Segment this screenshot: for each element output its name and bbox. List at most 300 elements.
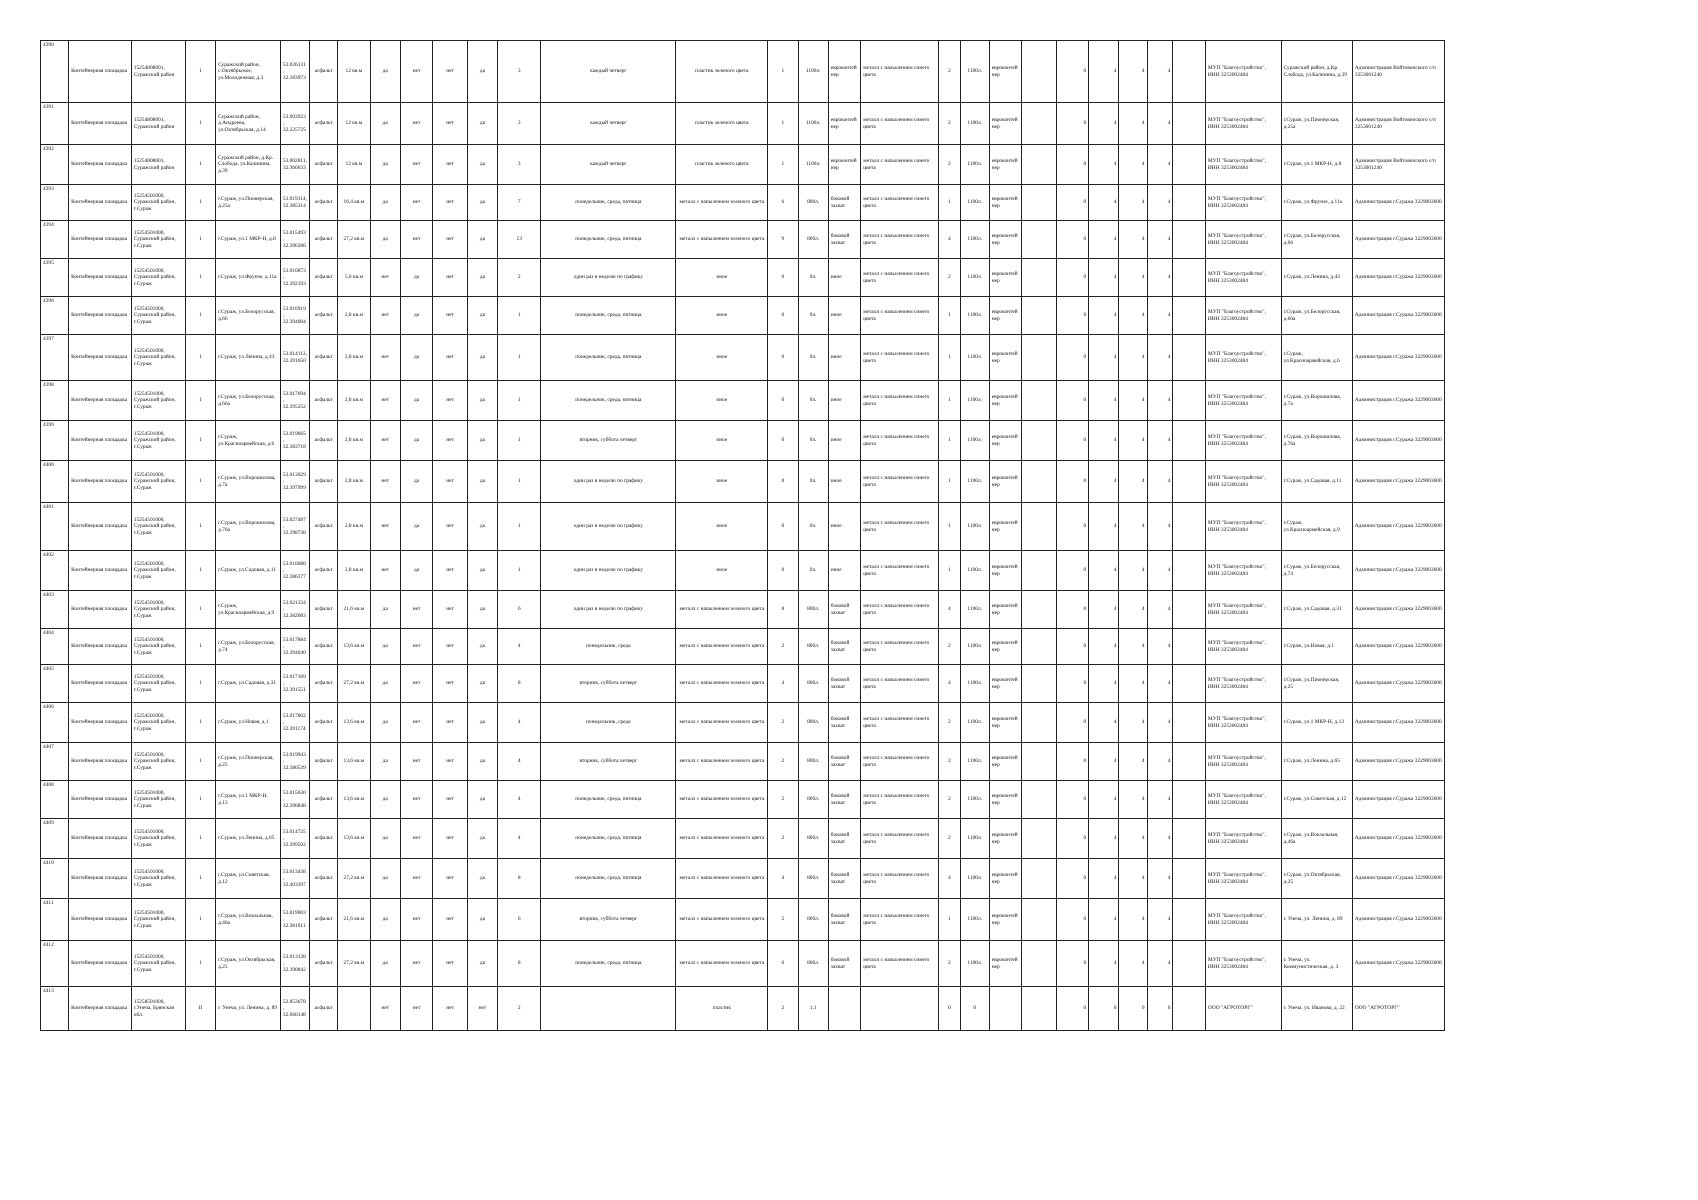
cell-site-type: Контейнерная площадка (69, 335, 132, 381)
cell-category: 1 (185, 941, 215, 987)
cell-canopy: нет (400, 145, 432, 185)
cell-address: Суражский район, д.Андреева, ул.Октябрьская, д.14 (216, 103, 281, 145)
cell-count-d: 4 (1147, 503, 1173, 551)
cell-site-type: Контейнерная площадка (69, 41, 132, 103)
cell-count-a: 0 (1056, 259, 1088, 297)
cell-operator-address: г.Сураж, ул.Садовая, д.31 (1281, 591, 1352, 629)
cell-canopy: да (400, 421, 432, 461)
cell-address: г.Сураж, ул.Вокзальная, д.46а (216, 899, 281, 941)
table-row (41, 551, 1445, 591)
cell-category: 1 (185, 743, 215, 781)
cell-operator: МУП "Благоустройство", ИНН 3253002484 (1205, 297, 1281, 335)
cell-address: г.Сураж, ул.Новая, д.1 (216, 703, 281, 743)
empty-cell (1022, 185, 1057, 221)
cell-area: 12 кв.м (338, 103, 370, 145)
empty-cell (1173, 185, 1205, 221)
cell-small-volume: 800л. (798, 703, 828, 743)
cell-fence: нет (370, 461, 400, 503)
empty-cell (1173, 503, 1205, 551)
cell-shelter: нет (433, 551, 468, 591)
cell-surface: асфальт (310, 221, 338, 259)
cell-large-type: евроконтейнер (989, 421, 1021, 461)
cell-site-type: Контейнерная площадка (69, 461, 132, 503)
table-row (41, 221, 1445, 259)
cell-owner: Администрация Войтовичского с/п 3253001240 (1352, 103, 1444, 145)
cell-site-type: Контейнерная площадка (69, 987, 132, 1031)
cell-row-number: 4392 (41, 145, 69, 185)
cell-small-count: 1 (768, 145, 798, 185)
cell-surface: асфальт (310, 421, 338, 461)
cell-canopy: нет (400, 41, 432, 103)
empty-cell (1022, 743, 1057, 781)
cell-address: г.Сураж, ул.Советская, д.12 (216, 859, 281, 899)
cell-containers-count: 6 (498, 591, 541, 629)
cell-coordinates: 53.019943, 32.386539 (280, 743, 309, 781)
cell-small-type: иное (828, 421, 860, 461)
cell-large-volume: 1100л. (960, 941, 989, 987)
cell-bunker-material: металл с напылением синего цвета (861, 703, 939, 743)
cell-fence: нет (370, 987, 400, 1031)
cell-large-volume: 1100л. (960, 629, 989, 665)
cell-oktmo: 15254501000, Суражский район, г.Сураж (131, 743, 185, 781)
cell-count-b: 4 (1089, 591, 1119, 629)
cell-category: 1 (185, 819, 215, 859)
cell-shelter: нет (433, 335, 468, 381)
cell-small-volume: 800л. (798, 629, 828, 665)
table-row (41, 259, 1445, 297)
cell-fence: да (370, 41, 400, 103)
cell-small-count: 2 (768, 819, 798, 859)
cell-count-a: 0 (1056, 941, 1088, 987)
cell-count-b: 4 (1089, 461, 1119, 503)
cell-surface: асфальт (310, 899, 338, 941)
cell-large-type: евроконтейнер (989, 381, 1021, 421)
cell-large-count: 4 (939, 665, 961, 703)
cell-oktmo: 15254501000, Суражский район, г.Сураж (131, 297, 185, 335)
cell-row-number: 4403 (41, 591, 69, 629)
cell-count-b: 4 (1089, 941, 1119, 987)
cell-shelter: нет (433, 781, 468, 819)
cell-small-type: иное (828, 335, 860, 381)
cell-bunker-material: металл с напылением синего цвета (861, 259, 939, 297)
cell-large-volume: 1100л. (960, 41, 989, 103)
cell-fence: да (370, 899, 400, 941)
cell-containers-count: 8 (498, 859, 541, 899)
table-row (41, 145, 1445, 185)
cell-large-count: 2 (939, 629, 961, 665)
cell-small-volume: 800л. (798, 941, 828, 987)
cell-container-material: металл с напылением зеленого цвета (676, 629, 768, 665)
cell-coordinates: 53.019665, 32.383718 (280, 421, 309, 461)
cell-small-volume: 1,1 (798, 987, 828, 1031)
table-row (41, 859, 1445, 899)
cell-small-volume: 800л. (798, 665, 828, 703)
cell-lighting: да (467, 103, 497, 145)
cell-shelter: нет (433, 259, 468, 297)
cell-canopy: нет (400, 665, 432, 703)
cell-container-material: иное (676, 461, 768, 503)
cell-large-count: 2 (939, 703, 961, 743)
cell-oktmo: 15254501000, Суражский район, г.Сураж (131, 629, 185, 665)
cell-schedule: вторник, суббота четверг (541, 899, 676, 941)
cell-operator: МУП "Благоустройство", ИНН 3253002484 (1205, 743, 1281, 781)
empty-cell (1173, 103, 1205, 145)
cell-owner: Администрация Войтовичского с/п 3253001240 (1352, 145, 1444, 185)
cell-fence: да (370, 781, 400, 819)
cell-owner: Администрация г.Суража 3229003600 (1352, 461, 1444, 503)
cell-oktmo: 15254501000, Суражский район, г.Сураж (131, 335, 185, 381)
cell-large-type: евроконтейнер (989, 103, 1021, 145)
table-row (41, 899, 1445, 941)
cell-oktmo: 15254808001, Суражский район (131, 103, 185, 145)
cell-container-material: пластик зеленого цвета (676, 103, 768, 145)
cell-address: г.Сураж, ул.Белорусская, д.74 (216, 629, 281, 665)
cell-fence: да (370, 859, 400, 899)
cell-shelter: нет (433, 859, 468, 899)
cell-large-type: евроконтейнер (989, 629, 1021, 665)
cell-surface: асфальт (310, 103, 338, 145)
cell-schedule: понедельник, среда, пятница (541, 185, 676, 221)
cell-container-material: иное (676, 297, 768, 335)
cell-count-d: 4 (1147, 185, 1173, 221)
cell-shelter: нет (433, 145, 468, 185)
cell-container-material: металл с напылением зеленого цвета (676, 703, 768, 743)
cell-shelter: нет (433, 103, 468, 145)
cell-address: г.Сураж, ул.Ворошилова, д.76а (216, 503, 281, 551)
table-row (41, 381, 1445, 421)
cell-lighting: да (467, 461, 497, 503)
cell-lighting: да (467, 259, 497, 297)
cell-site-type: Контейнерная площадка (69, 899, 132, 941)
cell-small-count: 0 (768, 461, 798, 503)
cell-count-d: 4 (1147, 591, 1173, 629)
cell-container-material: металл с напылением зеленого цвета (676, 591, 768, 629)
cell-row-number: 4400 (41, 461, 69, 503)
cell-row-number: 4409 (41, 819, 69, 859)
cell-count-a: 0 (1056, 103, 1088, 145)
cell-site-type: Контейнерная площадка (69, 421, 132, 461)
cell-count-c: 4 (1119, 503, 1147, 551)
cell-operator: МУП "Благоустройство", ИНН 3253002484 (1205, 335, 1281, 381)
cell-count-a: 0 (1056, 781, 1088, 819)
cell-row-number: 4407 (41, 743, 69, 781)
cell-count-c: 4 (1119, 743, 1147, 781)
cell-containers-count: 4 (498, 629, 541, 665)
cell-canopy: да (400, 297, 432, 335)
cell-area: 13,6 кв.м (338, 743, 370, 781)
table-row (41, 503, 1445, 551)
cell-container-material: металл с напылением зеленого цвета (676, 899, 768, 941)
cell-containers-count: 3 (498, 41, 541, 103)
cell-canopy: да (400, 551, 432, 591)
cell-count-d: 4 (1147, 103, 1173, 145)
cell-fence: нет (370, 551, 400, 591)
empty-cell (1022, 819, 1057, 859)
cell-small-volume: 800л. (798, 781, 828, 819)
cell-fence: да (370, 221, 400, 259)
empty-cell (1173, 41, 1205, 103)
cell-small-count: 5 (768, 899, 798, 941)
cell-coordinates: 53.017802, 32.391174 (280, 703, 309, 743)
cell-count-b: 4 (1089, 703, 1119, 743)
cell-site-type: Контейнерная площадка (69, 819, 132, 859)
cell-count-a: 0 (1056, 819, 1088, 859)
cell-bunker-material: металл с напылением синего цвета (861, 335, 939, 381)
cell-oktmo: 15254501000, Суражский район, г.Сураж (131, 381, 185, 421)
cell-fence: нет (370, 335, 400, 381)
cell-containers-count: 4 (498, 703, 541, 743)
cell-large-count: 1 (939, 551, 961, 591)
cell-large-count: 2 (939, 819, 961, 859)
cell-operator-address: Суражский район, д.Кр. Слобода, ул.Калинина, д.39 (1281, 41, 1352, 103)
cell-owner: Администрация г.Суража 3229003600 (1352, 297, 1444, 335)
cell-row-number: 4393 (41, 185, 69, 221)
cell-small-type: боковой захват (828, 629, 860, 665)
cell-owner: Администрация г.Суража 3229003600 (1352, 819, 1444, 859)
cell-large-volume: 1100л. (960, 185, 989, 221)
cell-container-material: пластик зеленого цвета (676, 145, 768, 185)
empty-cell (1022, 941, 1057, 987)
cell-address: г.Сураж, ул.Белорусская, д.66 (216, 297, 281, 335)
cell-coordinates: 53.002811, 32.366633 (280, 145, 309, 185)
cell-large-count: 1 (939, 421, 961, 461)
cell-small-count: 0 (768, 297, 798, 335)
cell-site-type: Контейнерная площадка (69, 703, 132, 743)
cell-schedule: понедельник, среда, пятница (541, 381, 676, 421)
cell-schedule: вторник, суббота четверг (541, 665, 676, 703)
cell-shelter: нет (433, 629, 468, 665)
cell-shelter: нет (433, 987, 468, 1031)
cell-row-number: 4412 (41, 941, 69, 987)
cell-count-b: 4 (1089, 421, 1119, 461)
cell-bunker-material: металл с напылением синего цвета (861, 103, 939, 145)
cell-operator-address: г.Сураж, ул.Пионерская, д.25а (1281, 103, 1352, 145)
cell-count-d: 4 (1147, 629, 1173, 665)
cell-canopy: нет (400, 703, 432, 743)
cell-site-type: Контейнерная площадка (69, 103, 132, 145)
cell-area: 2,8 кв.м (338, 381, 370, 421)
cell-operator-address: г.Сураж, ул.Ворошилова, д.76а (1281, 421, 1352, 461)
cell-lighting: да (467, 41, 497, 103)
cell-schedule: понедельник, среда, пятница (541, 335, 676, 381)
cell-large-volume: 1100л. (960, 819, 989, 859)
cell-category: II (185, 987, 215, 1031)
cell-count-c: 4 (1119, 703, 1147, 743)
cell-canopy: нет (400, 591, 432, 629)
cell-site-type: Контейнерная площадка (69, 381, 132, 421)
cell-lighting: нет (467, 987, 497, 1031)
cell-large-type: евроконтейнер (989, 941, 1021, 987)
cell-small-type: иное (828, 461, 860, 503)
cell-bunker-material: металл с напылением синего цвета (861, 503, 939, 551)
cell-count-b: 4 (1089, 297, 1119, 335)
cell-category: 1 (185, 421, 215, 461)
cell-count-c: 4 (1119, 335, 1147, 381)
cell-shelter: нет (433, 665, 468, 703)
cell-large-type: евроконтейнер (989, 221, 1021, 259)
cell-category: 1 (185, 185, 215, 221)
cell-bunker-material: металл с напылением синего цвета (861, 859, 939, 899)
cell-count-d: 4 (1147, 259, 1173, 297)
cell-row-number: 4391 (41, 103, 69, 145)
cell-bunker-material: металл с напылением синего цвета (861, 591, 939, 629)
cell-site-type: Контейнерная площадка (69, 185, 132, 221)
cell-canopy: нет (400, 781, 432, 819)
cell-count-a: 0 (1056, 743, 1088, 781)
cell-owner: Администрация г.Суража 3229003600 (1352, 859, 1444, 899)
cell-count-a: 0 (1056, 297, 1088, 335)
empty-cell (1173, 665, 1205, 703)
cell-schedule: понедельник, среда (541, 703, 676, 743)
cell-container-material: иное (676, 503, 768, 551)
cell-count-c: 4 (1119, 819, 1147, 859)
empty-cell (1022, 461, 1057, 503)
cell-count-c: 4 (1119, 665, 1147, 703)
cell-small-volume: 0л. (798, 503, 828, 551)
cell-category: 1 (185, 221, 215, 259)
cell-address: г.Сураж, ул.Садовая, д.31 (216, 665, 281, 703)
cell-category: 1 (185, 665, 215, 703)
cell-row-number: 4411 (41, 899, 69, 941)
cell-bunker-material: металл с напылением синего цвета (861, 899, 939, 941)
cell-small-type: боковой захват (828, 665, 860, 703)
cell-small-type: иное (828, 297, 860, 335)
cell-category: 1 (185, 461, 215, 503)
cell-category: 1 (185, 259, 215, 297)
cell-owner: Администрация г.Суража 3229003600 (1352, 703, 1444, 743)
cell-small-count: 2 (768, 629, 798, 665)
cell-owner: Администрация г.Суража 3229003600 (1352, 503, 1444, 551)
cell-operator-address: г.Сураж, ул.Вокзальная, д.46а (1281, 819, 1352, 859)
cell-lighting: да (467, 185, 497, 221)
cell-operator: МУП "Благоустройство", ИНН 3253002484 (1205, 381, 1281, 421)
cell-shelter: нет (433, 41, 468, 103)
cell-shelter: нет (433, 743, 468, 781)
cell-small-volume: 0л. (798, 551, 828, 591)
cell-small-type: евроконтейнер (828, 41, 860, 103)
cell-count-b: 4 (1089, 503, 1119, 551)
cell-count-a: 0 (1056, 421, 1088, 461)
cell-large-count: 2 (939, 941, 961, 987)
cell-owner: Администрация г.Суража 3229003600 (1352, 941, 1444, 987)
cell-area: 27,2 кв.м (338, 665, 370, 703)
cell-large-volume: 1100л. (960, 703, 989, 743)
cell-surface: асфальт (310, 703, 338, 743)
table-row (41, 987, 1445, 1031)
cell-coordinates: 53.017169, 32.391551 (280, 665, 309, 703)
cell-oktmo: 15254501000, Суражский район, г.Сураж (131, 551, 185, 591)
cell-containers-count: 3 (498, 145, 541, 185)
cell-oktmo: 15254501000, Суражский район, г.Сураж (131, 819, 185, 859)
cell-area: 13,6 кв.м (338, 629, 370, 665)
cell-lighting: да (467, 551, 497, 591)
cell-count-d: 4 (1147, 819, 1173, 859)
cell-large-volume: 1100л. (960, 145, 989, 185)
cell-containers-count: 8 (498, 665, 541, 703)
cell-schedule: понедельник, среда, пятница (541, 941, 676, 987)
cell-large-type: евроконтейнер (989, 461, 1021, 503)
cell-address: г.Сураж, ул.Белорусская, д.66а (216, 381, 281, 421)
cell-canopy: да (400, 503, 432, 551)
cell-operator: МУП "Благоустройство", ИНН 3253002484 (1205, 899, 1281, 941)
cell-small-type: иное (828, 381, 860, 421)
cell-coordinates: 53.017694, 32.395252 (280, 381, 309, 421)
cell-row-number: 4413 (41, 987, 69, 1031)
cell-owner: Администрация г.Суража 3229003600 (1352, 629, 1444, 665)
cell-count-b: 4 (1089, 743, 1119, 781)
cell-site-type: Контейнерная площадка (69, 551, 132, 591)
cell-fence: нет (370, 297, 400, 335)
cell-count-a: 0 (1056, 381, 1088, 421)
cell-count-d: 4 (1147, 421, 1173, 461)
cell-large-volume: 1100л. (960, 421, 989, 461)
cell-count-d: 4 (1147, 381, 1173, 421)
cell-shelter: нет (433, 899, 468, 941)
cell-containers-count: 1 (498, 503, 541, 551)
cell-surface: асфальт (310, 629, 338, 665)
cell-operator: МУП "Благоустройство", ИНН 3253002484 (1205, 461, 1281, 503)
cell-container-material: металл с напылением зеленого цвета (676, 781, 768, 819)
cell-container-material: иное (676, 421, 768, 461)
cell-operator: МУП "Благоустройство", ИНН 3253002484 (1205, 859, 1281, 899)
cell-coordinates: 53.014725, 32.399502 (280, 819, 309, 859)
cell-lighting: да (467, 297, 497, 335)
cell-lighting: да (467, 941, 497, 987)
empty-cell (1022, 665, 1057, 703)
cell-count-d: 4 (1147, 335, 1173, 381)
cell-large-volume: 1100л. (960, 743, 989, 781)
cell-container-material: металл с напылением зеленого цвета (676, 819, 768, 859)
cell-address: г. Унеча, ул. Ленина, д. 89 (216, 987, 281, 1031)
cell-operator: МУП "Благоустройство", ИНН 3253002484 (1205, 819, 1281, 859)
empty-cell (1173, 221, 1205, 259)
cell-area: 2,8 кв.м (338, 461, 370, 503)
cell-count-b: 4 (1089, 629, 1119, 665)
cell-containers-count: 4 (498, 781, 541, 819)
cell-site-type: Контейнерная площадка (69, 259, 132, 297)
cell-address: г.Сураж, ул.Красноармейская, д.9 (216, 591, 281, 629)
cell-count-a: 0 (1056, 503, 1088, 551)
cell-bunker-material: металл с напылением синего цвета (861, 381, 939, 421)
cell-coordinates: 53.016919, 32.394004 (280, 297, 309, 335)
cell-coordinates: 53.026131, 32.183973 (280, 41, 309, 103)
empty-cell (1173, 899, 1205, 941)
cell-operator-address: г.Сураж, ул.1 МКР-Н, д.13 (1281, 703, 1352, 743)
cell-area: 21,6 кв.м (338, 591, 370, 629)
cell-canopy: нет (400, 221, 432, 259)
cell-coordinates: 52.853678, 32.660148 (280, 987, 309, 1031)
cell-containers-count: 13 (498, 221, 541, 259)
cell-surface: асфальт (310, 503, 338, 551)
cell-bunker-material: металл с напылением синего цвета (861, 185, 939, 221)
cell-large-volume: 1100л. (960, 859, 989, 899)
cell-containers-count: 1 (498, 297, 541, 335)
cell-large-count: 4 (939, 221, 961, 259)
cell-large-type: евроконтейнер (989, 335, 1021, 381)
cell-shelter: нет (433, 421, 468, 461)
cell-operator: МУП "Благоустройство", ИНН 3253002484 (1205, 703, 1281, 743)
empty-cell (1173, 987, 1205, 1031)
empty-cell (1173, 297, 1205, 335)
cell-owner: Администрация г.Суража 3229003600 (1352, 421, 1444, 461)
cell-operator: МУП "Благоустройство", ИНН 3253002484 (1205, 185, 1281, 221)
cell-container-material: металл с напылением зеленого цвета (676, 743, 768, 781)
cell-small-type: боковой захват (828, 859, 860, 899)
cell-shelter: нет (433, 703, 468, 743)
cell-row-number: 4397 (41, 335, 69, 381)
cell-count-c: 4 (1119, 941, 1147, 987)
cell-count-b: 4 (1089, 41, 1119, 103)
